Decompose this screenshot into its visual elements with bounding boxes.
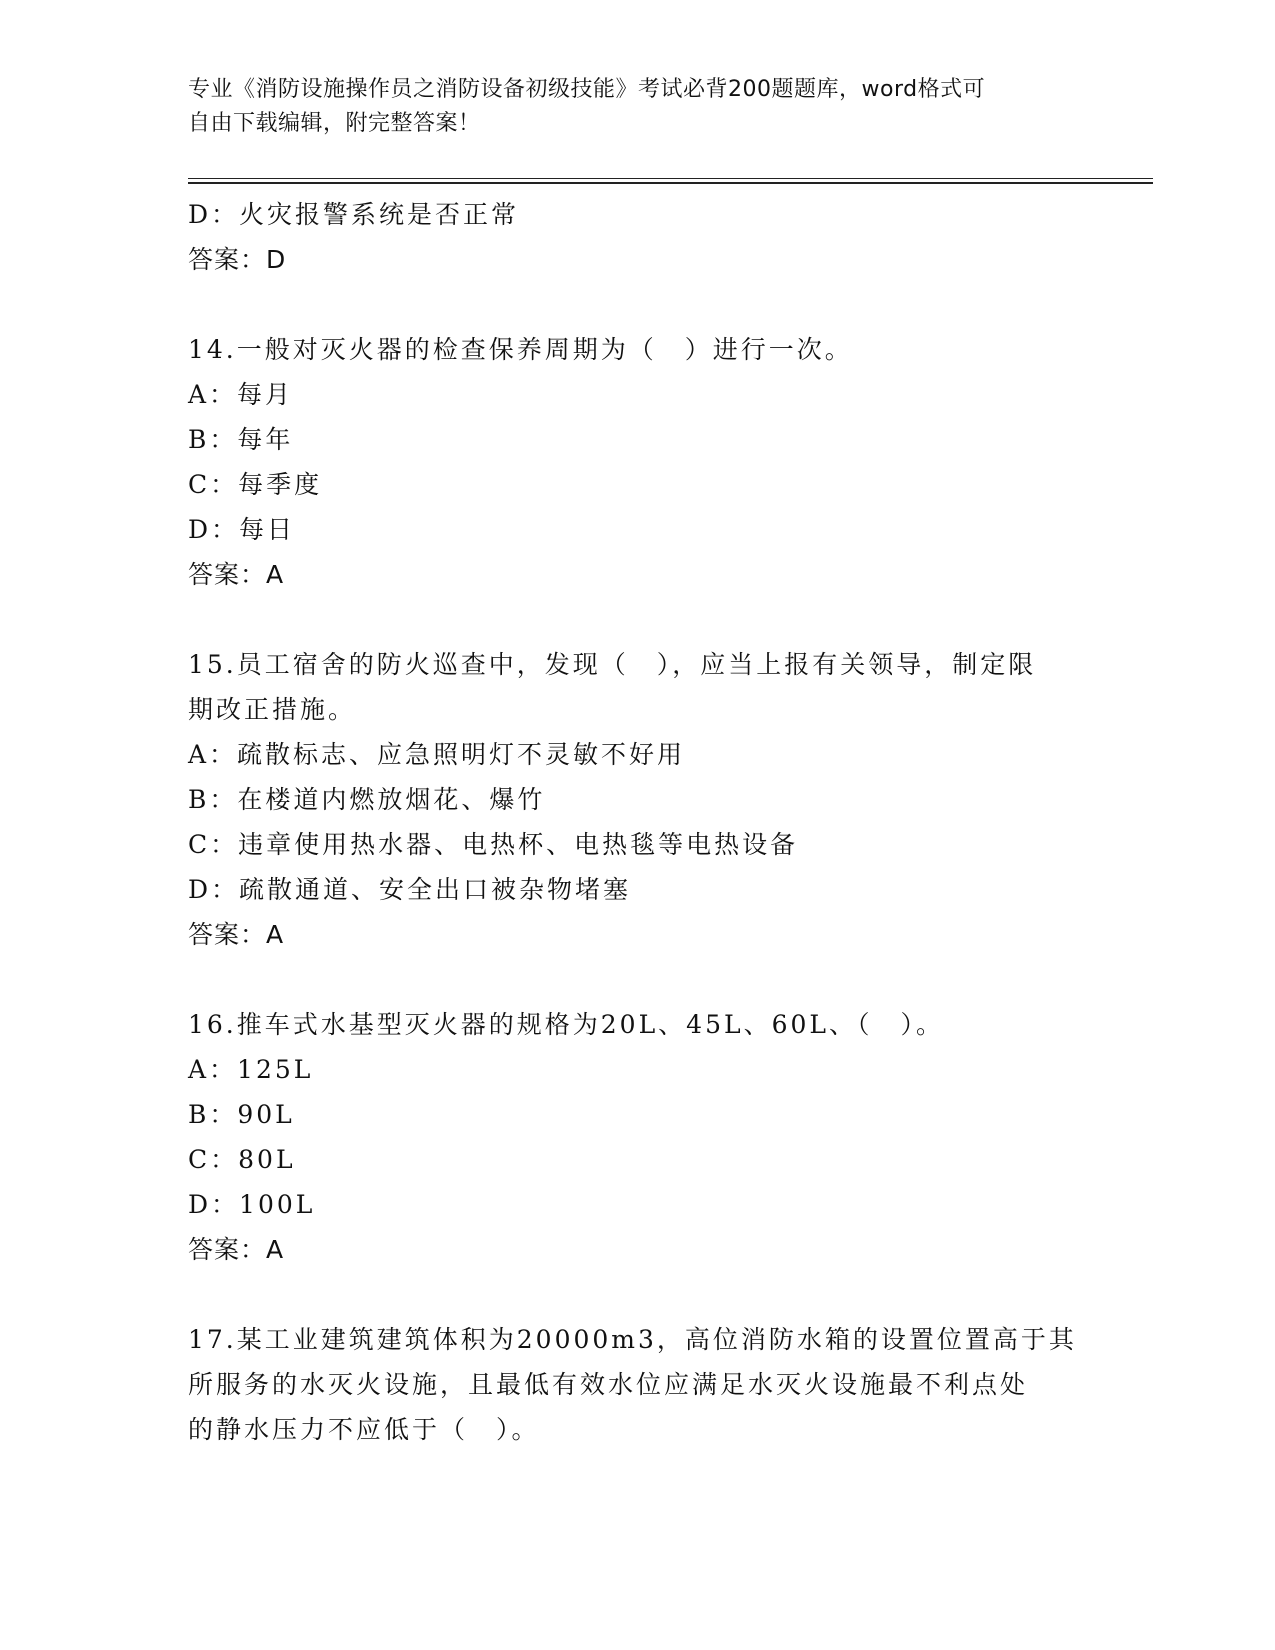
answer: 答案：A bbox=[188, 920, 285, 949]
option-c: C：违章使用热水器、电热杯、电热毯等电热设备 bbox=[188, 830, 799, 859]
header-divider-thick bbox=[188, 182, 1153, 184]
option-d: D：疏散通道、安全出口被杂物堵塞 bbox=[188, 875, 632, 904]
carryover-option-d: D：火灾报警系统是否正常 bbox=[188, 200, 520, 229]
option-c: C：每季度 bbox=[188, 470, 323, 499]
question-14 bbox=[188, 327, 1088, 597]
question-stem: 14.一般对灭火器的检查保养周期为（ ）进行一次。 bbox=[188, 335, 853, 364]
spacer bbox=[188, 282, 1088, 327]
option-b: B：在楼道内燃放烟花、爆竹 bbox=[188, 785, 546, 814]
option-b: B：90L bbox=[188, 1100, 295, 1129]
header-line-2: 自由下载编辑，附完整答案！ bbox=[188, 111, 481, 136]
question-17 bbox=[188, 1317, 1088, 1452]
option-a: A：125L bbox=[188, 1055, 314, 1084]
option-c: C：80L bbox=[188, 1145, 296, 1174]
question-stem-line-3: 的静水压力不应低于（ ）。 bbox=[188, 1415, 540, 1444]
option-d: D：每日 bbox=[188, 515, 296, 544]
header-divider-thin bbox=[188, 178, 1153, 179]
option-b: B：每年 bbox=[188, 425, 294, 454]
spacer bbox=[188, 1272, 1088, 1317]
question-stem: 16.推车式水基型灭火器的规格为20L、45L、60L、（ ）。 bbox=[188, 1010, 944, 1039]
spacer bbox=[188, 597, 1088, 642]
spacer bbox=[188, 957, 1088, 1002]
option-a: A：每月 bbox=[188, 380, 294, 409]
option-a: A：疏散标志、应急照明灯不灵敏不好用 bbox=[188, 740, 686, 769]
document-header bbox=[188, 73, 1068, 141]
document-body bbox=[188, 192, 1088, 1452]
question-stem-line-2: 所服务的水灭火设施，且最低有效水位应满足水灭火设施最不利点处 bbox=[188, 1370, 1029, 1399]
option-d: D：100L bbox=[188, 1190, 316, 1219]
question-16 bbox=[188, 1002, 1088, 1272]
carryover-answer: 答案：D bbox=[188, 245, 287, 274]
question-15 bbox=[188, 642, 1088, 957]
header-line-1: 专业《消防设施操作员之消防设备初级技能》考试必背200题题库，word格式可 bbox=[188, 77, 986, 102]
question-stem-line-1: 15.员工宿舍的防火巡查中，发现（ ），应当上报有关领导，制定限 bbox=[188, 650, 1037, 679]
question-stem-line-2: 期改正措施。 bbox=[188, 695, 357, 724]
answer: 答案：A bbox=[188, 1235, 285, 1264]
question-stem-line-1: 17.某工业建筑建筑体积为20000m3，高位消防水箱的设置位置高于其 bbox=[188, 1325, 1077, 1354]
answer: 答案：A bbox=[188, 560, 285, 589]
